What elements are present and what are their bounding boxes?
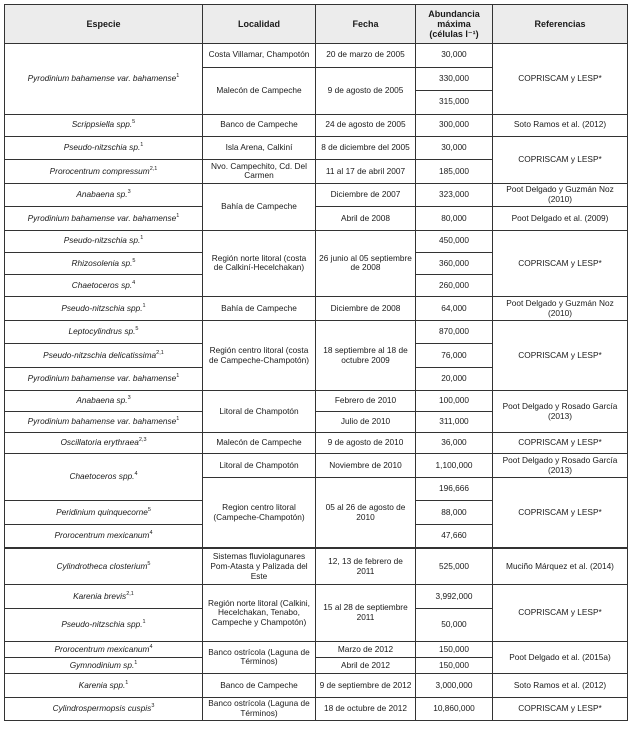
locality-cell: Litoral de Champotón bbox=[203, 454, 316, 478]
locality-cell: Región norte litoral (Calkini, Hecelchakan, Tenabo, Campeche y Champotón) bbox=[203, 585, 316, 642]
header-abundancia-line2: máxima bbox=[437, 19, 471, 29]
table-row bbox=[5, 44, 628, 68]
date-cell: Marzo de 2012 bbox=[316, 641, 416, 657]
reference-cell: COPRISCAM y LESP* bbox=[493, 230, 628, 297]
species-cell: Cylindrotheca closterium$^5$ bbox=[5, 548, 203, 585]
date-cell: Noviembre de 2010 bbox=[316, 454, 416, 478]
date-cell: 9 de agosto de 2010 bbox=[316, 433, 416, 454]
phytoplankton-bloom-table bbox=[4, 4, 628, 721]
header-abundancia-line3: (células l⁻¹) bbox=[429, 29, 479, 39]
locality-cell: Nvo. Campechito, Cd. Del Carmen bbox=[203, 160, 316, 184]
date-cell: 20 de marzo de 2005 bbox=[316, 44, 416, 68]
abundance-cell: 100,000 bbox=[416, 391, 493, 412]
table-row bbox=[5, 697, 628, 721]
species-cell: Pseudo-nitzschia spp.$^1$ bbox=[5, 608, 203, 641]
reference-cell: Poot Delgado y Guzmán Noz (2010) bbox=[493, 183, 628, 207]
locality-cell: Malecón de Campeche bbox=[203, 433, 316, 454]
date-cell: 8 de diciembre del 2005 bbox=[316, 136, 416, 160]
table-row bbox=[5, 183, 628, 207]
table-row bbox=[5, 207, 628, 231]
table-row bbox=[5, 391, 628, 412]
abundance-cell: 10,860,000 bbox=[416, 697, 493, 721]
species-cell: Cylindrospermopsis cuspis$^3$ bbox=[5, 697, 203, 721]
abundance-cell: 3,000,000 bbox=[416, 674, 493, 698]
locality-cell: Sistemas fluviolagunares Pom-Atasta y Palizada del Este bbox=[203, 548, 316, 585]
species-cell: Chaetoceros sp.$^4$ bbox=[5, 275, 203, 297]
abundance-cell: 3,992,000 bbox=[416, 585, 493, 609]
abundance-cell: 1,100,000 bbox=[416, 454, 493, 478]
reference-cell: Poot Delgado et al. (2009) bbox=[493, 207, 628, 231]
reference-cell: Poot Delgado y Rosado García (2013) bbox=[493, 391, 628, 433]
abundance-cell: 76,000 bbox=[416, 344, 493, 368]
reference-cell: COPRISCAM y LESP* bbox=[493, 433, 628, 454]
species-cell: Rhizosolenia sp.$^5$ bbox=[5, 252, 203, 274]
abundance-cell: 150,000 bbox=[416, 641, 493, 657]
table-row bbox=[5, 114, 628, 136]
header-localidad: Localidad bbox=[203, 5, 316, 44]
date-cell: 26 junio al 05 septiembre de 2008 bbox=[316, 230, 416, 297]
abundance-cell: 88,000 bbox=[416, 501, 493, 525]
table-row bbox=[5, 297, 628, 321]
table-row bbox=[5, 548, 628, 585]
reference-cell: COPRISCAM y LESP* bbox=[493, 44, 628, 115]
species-cell: Peridinium quinquecorne$^5$ bbox=[5, 501, 203, 525]
table-row bbox=[5, 674, 628, 698]
date-cell: Abril de 2012 bbox=[316, 657, 416, 673]
locality-cell: Litoral de Champotón bbox=[203, 391, 316, 433]
date-cell: 15 al 28 de septiembre 2011 bbox=[316, 585, 416, 642]
species-cell: Pyrodinium bahamense var. bahamense$^1$ bbox=[5, 412, 203, 433]
date-cell: Diciembre de 2007 bbox=[316, 183, 416, 207]
species-cell: Leptocylindrus sp.$^5$ bbox=[5, 320, 203, 344]
abundance-cell: 870,000 bbox=[416, 320, 493, 344]
header-especie: Especie bbox=[5, 5, 203, 44]
species-cell: Prorocentrum mexicanum$^4$ bbox=[5, 641, 203, 657]
abundance-cell: 50,000 bbox=[416, 608, 493, 641]
locality-cell: Costa Villamar, Champotón bbox=[203, 44, 316, 68]
header-fecha: Fecha bbox=[316, 5, 416, 44]
locality-cell: Malecón de Campeche bbox=[203, 67, 316, 114]
locality-cell: Isla Arena, Calkiní bbox=[203, 136, 316, 160]
species-cell: Pseudo-nitzschia sp.$^1$ bbox=[5, 136, 203, 160]
abundance-cell: 150,000 bbox=[416, 657, 493, 673]
locality-cell: Bahía de Campeche bbox=[203, 297, 316, 321]
locality-cell: Bahía de Campeche bbox=[203, 183, 316, 230]
abundance-cell: 330,000 bbox=[416, 67, 493, 91]
abundance-cell: 315,000 bbox=[416, 91, 493, 115]
reference-cell: COPRISCAM y LESP* bbox=[493, 697, 628, 721]
reference-cell: Soto Ramos et al. (2012) bbox=[493, 114, 628, 136]
reference-cell: Soto Ramos et al. (2012) bbox=[493, 674, 628, 698]
reference-cell: COPRISCAM y LESP* bbox=[493, 320, 628, 391]
date-cell: 05 al 26 de agosto de 2010 bbox=[316, 477, 416, 548]
species-cell: Gymnodinium sp.$^1$ bbox=[5, 657, 203, 673]
species-cell: Pyrodinium bahamense var. bahamense$^1$ bbox=[5, 367, 203, 391]
reference-cell: Poot Delgado y Guzmán Noz (2010) bbox=[493, 297, 628, 321]
locality-cell: Región norte litoral (costa de Calkiní-Hecelchakan) bbox=[203, 230, 316, 297]
abundance-cell: 30,000 bbox=[416, 44, 493, 68]
date-cell: Diciembre de 2008 bbox=[316, 297, 416, 321]
species-cell: Karenia spp.$^1$ bbox=[5, 674, 203, 698]
species-cell: Pseudo-nitzschia spp.$^1$ bbox=[5, 297, 203, 321]
table-row bbox=[5, 585, 628, 609]
date-cell: 18 de octubre de 2012 bbox=[316, 697, 416, 721]
header-abundancia bbox=[416, 5, 493, 44]
reference-cell: COPRISCAM y LESP* bbox=[493, 477, 628, 548]
species-cell: Karenia brevis$^{2,1}$ bbox=[5, 585, 203, 609]
locality-cell: Banco ostrícola (Laguna de Términos) bbox=[203, 641, 316, 673]
header-referencias: Referencias bbox=[493, 5, 628, 44]
locality-cell: Region centro litoral (Campeche-Champotón) bbox=[203, 477, 316, 548]
header-abundancia-line1: Abundancia bbox=[428, 9, 480, 19]
species-cell: Pyrodinium bahamense var. bahamense$^1$ bbox=[5, 44, 203, 115]
abundance-cell: 80,000 bbox=[416, 207, 493, 231]
species-cell: Pyrodinium bahamense var. bahamense$^1$ bbox=[5, 207, 203, 231]
date-cell: 24 de agosto de 2005 bbox=[316, 114, 416, 136]
abundance-cell: 196,666 bbox=[416, 477, 493, 501]
date-cell: 9 de septiembre de 2012 bbox=[316, 674, 416, 698]
locality-cell: Banco de Campeche bbox=[203, 674, 316, 698]
table-header-row bbox=[5, 5, 628, 44]
abundance-cell: 185,000 bbox=[416, 160, 493, 184]
species-cell: Prorocentrum compressum$^{2,1}$ bbox=[5, 160, 203, 184]
table-row bbox=[5, 454, 628, 478]
species-cell: Pseudo-nitzschia sp.$^1$ bbox=[5, 230, 203, 252]
date-cell: 11 al 17 de abril 2007 bbox=[316, 160, 416, 184]
table-row bbox=[5, 433, 628, 454]
locality-cell: Región centro litoral (costa de Campeche-Champotón) bbox=[203, 320, 316, 391]
table-row bbox=[5, 320, 628, 344]
date-cell: 9 de agosto de 2005 bbox=[316, 67, 416, 114]
table-row bbox=[5, 641, 628, 657]
abundance-cell: 525,000 bbox=[416, 548, 493, 585]
species-cell: Scrippsiella spp.$^5$ bbox=[5, 114, 203, 136]
abundance-cell: 64,000 bbox=[416, 297, 493, 321]
abundance-cell: 450,000 bbox=[416, 230, 493, 252]
date-cell: Julio de 2010 bbox=[316, 412, 416, 433]
reference-cell: COPRISCAM y LESP* bbox=[493, 585, 628, 642]
species-cell: Chaetoceros spp.$^4$ bbox=[5, 454, 203, 501]
reference-cell: Muciño Márquez et al. (2014) bbox=[493, 548, 628, 585]
species-cell: Oscillatoria erythraea$^{2,3}$ bbox=[5, 433, 203, 454]
date-cell: 18 septiembre al 18 de octubre 2009 bbox=[316, 320, 416, 391]
reference-cell: Poot Delgado y Rosado García (2013) bbox=[493, 454, 628, 478]
abundance-cell: 36,000 bbox=[416, 433, 493, 454]
locality-cell: Banco ostrícola (Laguna de Términos) bbox=[203, 697, 316, 721]
species-cell: Pseudo-nitzschia delicatissima$^{2,1}$ bbox=[5, 344, 203, 368]
abundance-cell: 20,000 bbox=[416, 367, 493, 391]
date-cell: Febrero de 2010 bbox=[316, 391, 416, 412]
reference-cell: COPRISCAM y LESP* bbox=[493, 136, 628, 183]
date-cell: Abril de 2008 bbox=[316, 207, 416, 231]
date-cell: 12, 13 de febrero de 2011 bbox=[316, 548, 416, 585]
table-row bbox=[5, 136, 628, 160]
species-cell: Anabaena sp.$^3$ bbox=[5, 391, 203, 412]
abundance-cell: 47,660 bbox=[416, 524, 493, 548]
data-table-page bbox=[4, 4, 627, 721]
species-cell: Anabaena sp.$^3$ bbox=[5, 183, 203, 207]
species-cell: Prorocentrum mexicanum$^4$ bbox=[5, 524, 203, 548]
abundance-cell: 360,000 bbox=[416, 252, 493, 274]
abundance-cell: 260,000 bbox=[416, 275, 493, 297]
abundance-cell: 30,000 bbox=[416, 136, 493, 160]
abundance-cell: 323,000 bbox=[416, 183, 493, 207]
abundance-cell: 300,000 bbox=[416, 114, 493, 136]
table-row bbox=[5, 230, 628, 252]
abundance-cell: 311,000 bbox=[416, 412, 493, 433]
locality-cell: Banco de Campeche bbox=[203, 114, 316, 136]
reference-cell: Poot Delgado et al. (2015a) bbox=[493, 641, 628, 673]
